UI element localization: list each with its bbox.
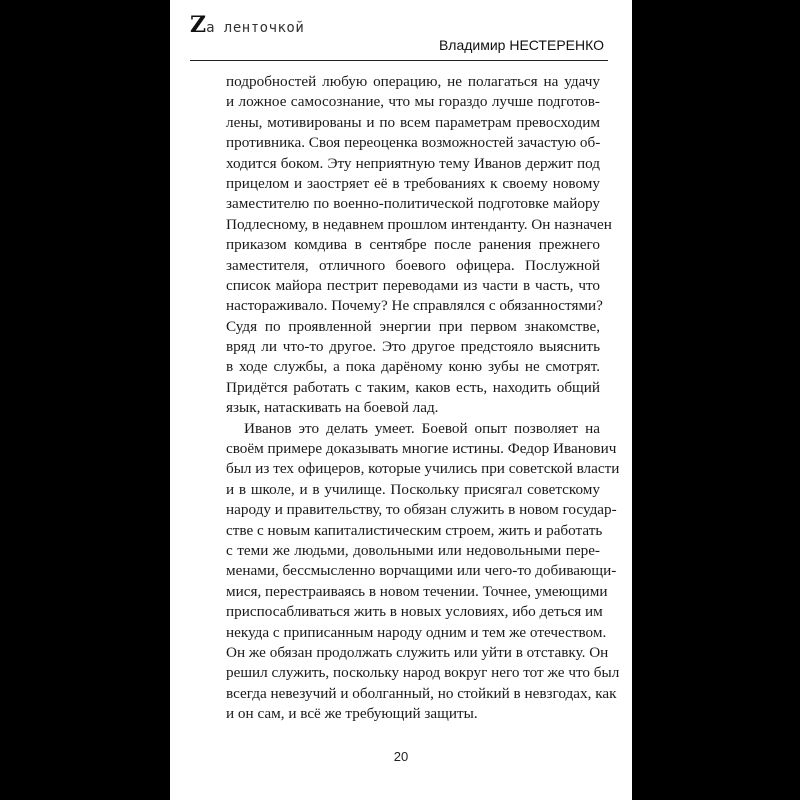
text-line: и в школе, и в училище. Поскольку присягал советскому (226, 480, 600, 498)
text-line: Придётся работать с таким, каков есть, находить общий (226, 378, 600, 396)
text-line: Подлесному, в недавнем прошлом интенданту. Он назначен (226, 215, 612, 233)
text-line: народу и правительству, то обязан служить в новом государ- (226, 501, 617, 519)
body-text (226, 72, 620, 725)
text-line: и ложное самосознание, что мы гораздо лучше подготов- (226, 93, 600, 111)
text-line: приказом комдива в сентябре после ранения прежнего (226, 236, 600, 254)
text-line: менами, бессмысленно ворчащими или чего-то добивающи- (226, 562, 617, 580)
text-line: в ходе службы, а пока дарёному коню зубы не смотрят. (226, 358, 600, 376)
page-number: 20 (393, 749, 409, 764)
text-line: язык, натаскивать на боевой лад. (226, 399, 439, 417)
text-line: был из тех офицеров, которые учились при советской власти (226, 460, 620, 478)
text-line: мися, перестраиваясь в новом течении. Точнее, умеющими (226, 582, 608, 600)
text-line: Он же обязан продолжать служить или уйти в отставку. Он (226, 643, 609, 661)
text-line: противника. Своя переоценка возможностей зачастую об- (226, 134, 601, 152)
book-page (170, 0, 632, 800)
text-line: с теми же людьми, довольными или недовольными пере- (226, 541, 600, 559)
running-header-series-title (190, 12, 304, 38)
text-line: решил служить, поскольку народ вокруг него тот же что был (226, 664, 620, 682)
text-line: Судя по проявленной энергии при первом знакомстве, (226, 317, 600, 335)
text-line: список майора пестрит переводами из части в часть, что (226, 276, 600, 294)
text-line: вряд ли что-то другое. Это другое предстояло выяснить (226, 338, 600, 356)
text-line: приспосабливаться жить в новых условиях, ибо деться им (226, 603, 603, 621)
text-line: заместителю по военно-политической подготовке майору (226, 195, 600, 213)
text-line: подробностей любую операцию, не полагаться на удачу (226, 73, 600, 90)
header-divider (190, 60, 608, 61)
series-title-rest: а ленточкой (206, 20, 305, 36)
text-line: некуда с приписанным народу одним и тем же отечеством. (226, 623, 607, 641)
text-line: лены, мотивированы и по всем параметрам превосходим (226, 113, 600, 131)
text-line: настораживало. Почему? Не справлялся с обязанностями? (226, 297, 603, 315)
text-line: ходится боком. Эту неприятную тему Иванов держит под (226, 154, 600, 172)
text-line: Иванов это делать умеет. Боевой опыт позволяет на (244, 419, 600, 437)
text-line: прицелом и заостряет её в требованиях к своему новому (226, 174, 600, 192)
text-line: всегда невезучий и оболганный, но стойкий в невзгодах, как (226, 684, 617, 702)
running-header-author: Владимир НЕСТЕРЕНКО (438, 37, 604, 53)
text-line: своём примере доказывать многие истины. Федор Иванович (226, 440, 617, 458)
text-line: заместителя, отличного боевого офицера. Послужной (226, 256, 600, 274)
text-line: и он сам, и всё же требующий защиты. (226, 705, 478, 723)
series-title-initial: Z (190, 12, 207, 38)
text-line: стве с новым капиталистическим строем, жить и работать (226, 521, 603, 539)
